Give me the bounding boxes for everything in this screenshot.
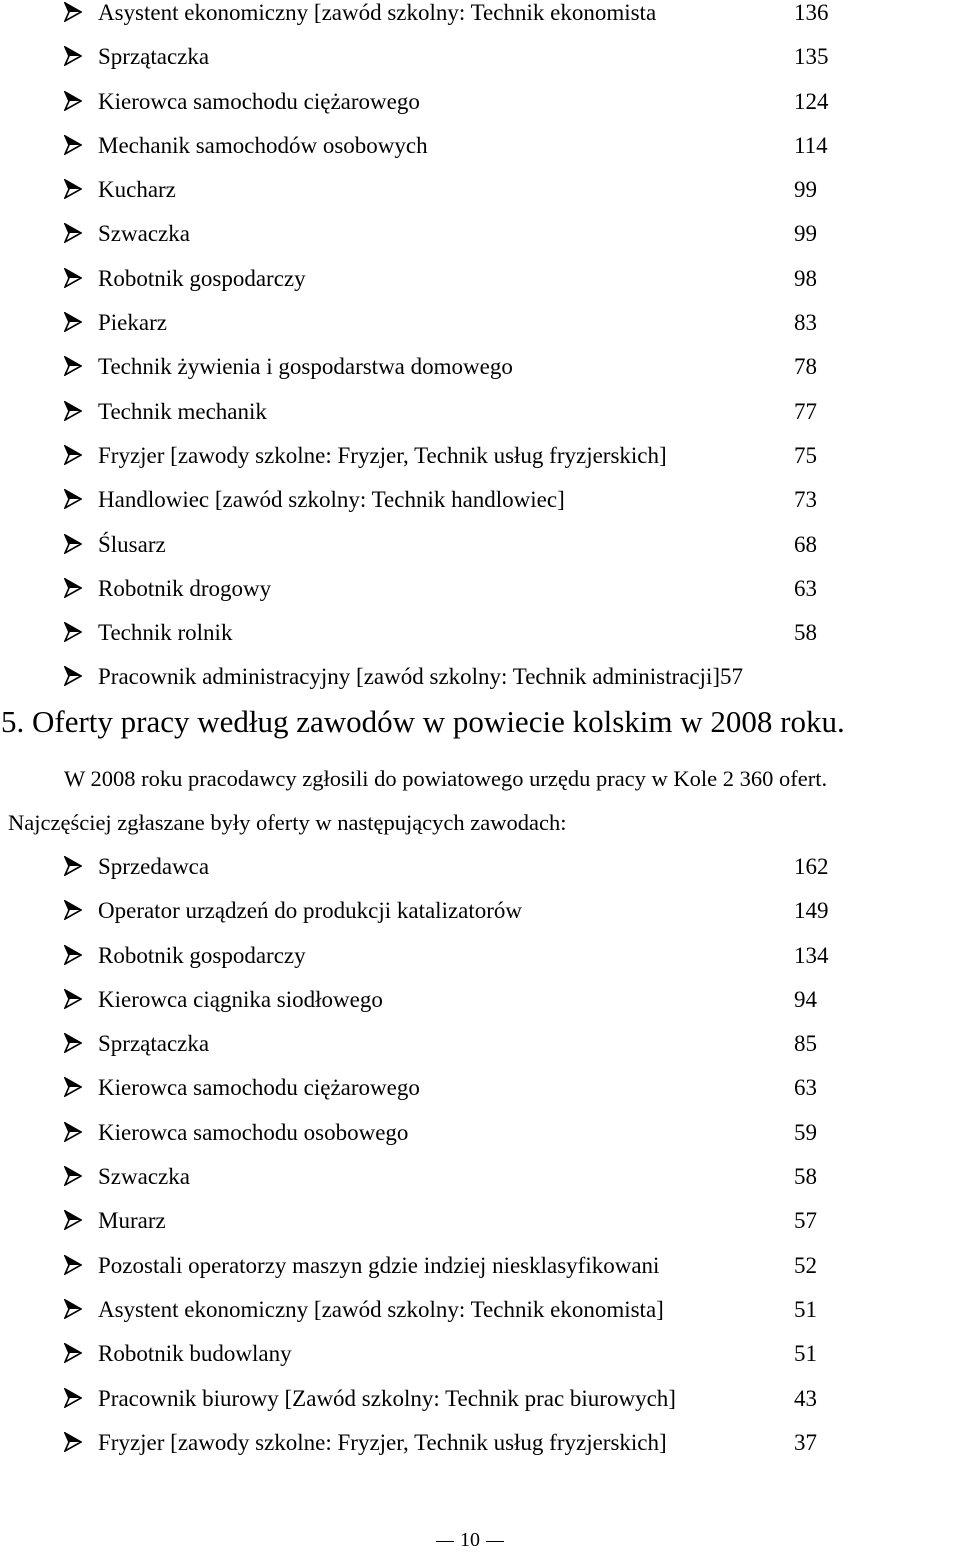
list-item [0,487,960,531]
list-item [0,1386,960,1430]
arrow-bullet-icon [64,1033,82,1053]
list-item [0,532,960,576]
list-item [0,943,960,987]
list-item-label: Ślusarz [98,531,166,557]
list-item-count: 114 [794,132,828,158]
list-item-label: Szwaczka [98,1164,190,1190]
list-item [0,1341,960,1385]
list-item [0,354,960,398]
list-item-label: Asystent ekonomiczny [zawód szkolny: Technik ekonomista [98,0,657,25]
list-item-count: 68 [794,531,817,557]
list-item [0,1208,960,1252]
arrow-bullet-icon [64,1210,82,1230]
arrow-bullet-icon [64,401,82,421]
list-item [0,620,960,664]
list-item-label: Robotnik drogowy [98,575,272,601]
list-item [0,1297,960,1341]
list-item-label: Technik żywienia i gospodarstwa domowego [98,354,513,380]
footer-dash-left [436,1541,454,1542]
arrow-bullet-icon [64,1077,82,1097]
list-item-count: 136 [794,0,829,25]
list-item-label: Sprzedawca [98,854,210,879]
list-item-count: 149 [794,898,829,924]
arrow-bullet-icon [64,622,82,642]
list-item [0,310,960,354]
list-item-count: 51 [794,1341,817,1367]
paragraph-intro: Najczęściej zgłaszane były oferty w następujących zawodach: [8,810,567,835]
arrow-bullet-icon [64,223,82,243]
list-item-label: Fryzjer [zawody szkolne: Fryzjer, Technik usług fryzjerskich] [98,442,667,468]
list-item-count: 43 [794,1385,817,1411]
list-item-label: Murarz [98,1208,166,1234]
list-item [0,221,960,265]
list-item [0,133,960,177]
list-item-count: 99 [794,221,817,247]
arrow-bullet-icon [64,900,82,920]
list-item-label: Kierowca ciągnika siodłowego [98,986,383,1012]
list-item-label: Handlowiec [zawód szkolny: Technik handlowiec] [98,487,565,513]
arrow-bullet-icon [64,945,82,965]
list-item-count: 77 [794,398,817,424]
list-item [0,399,960,443]
list-item-count: 73 [794,487,817,513]
list-item-label: Pozostali operatorzy maszyn gdzie indziej niesklasyfikowani [98,1252,660,1278]
list-item-label: Technik rolnik [98,620,233,646]
list-item-label: Robotnik gospodarczy [98,265,306,291]
list-item [0,266,960,310]
list-item [0,854,960,898]
list-item-count: 37 [794,1429,817,1455]
arrow-bullet-icon [64,989,82,1009]
list-item-count: 99 [794,177,817,203]
list-item [0,1253,960,1297]
list-item-count: 58 [794,1164,817,1190]
arrow-bullet-icon [64,91,82,111]
arrow-bullet-icon [64,312,82,332]
list-item-count: 162 [794,854,829,879]
list-item-count: 63 [794,1075,817,1101]
arrow-bullet-icon [64,1255,82,1275]
footer-dash-right [486,1541,504,1542]
list-item-count: 51 [794,1296,817,1322]
list-item-count: 134 [794,942,829,968]
page-number: 10 [460,1529,480,1551]
list-item [0,1031,960,1075]
arrow-bullet-icon [64,46,82,66]
list-item-label: Fryzjer [zawody szkolne: Fryzjer, Technik usług fryzjerskich] [98,1429,667,1455]
arrow-bullet-icon [64,445,82,465]
list-item [0,44,960,88]
list-item-label: Piekarz [98,310,167,336]
list-item-count: 98 [794,265,817,291]
list-item-count: 58 [794,620,817,646]
list-item [0,576,960,620]
arrow-bullet-icon [64,179,82,199]
arrow-bullet-icon [64,666,82,686]
list-item-count: 52 [794,1252,817,1278]
section-heading: 5. Oferty pracy według zawodów w powiecie kolskim w 2008 roku. [1,704,845,739]
paragraph-offers-total: W 2008 roku pracodawcy zgłosili do powiatowego urzędu pracy w Kole 2 360 ofert. [64,766,828,791]
list-item-count: 85 [794,1031,817,1057]
list-item-label: Szwaczka [98,221,190,247]
list-item-label: Kierowca samochodu ciężarowego [98,1075,420,1101]
list-item [0,177,960,221]
arrow-bullet-icon [64,356,82,376]
arrow-bullet-icon [64,534,82,554]
list-item-count: 94 [794,986,817,1012]
list-item-count: 124 [794,88,829,114]
arrow-bullet-icon [64,856,82,876]
list-item-label: Technik mechanik [98,398,267,424]
occupation-list-1 [0,0,960,709]
list-item [0,898,960,942]
list-item-label: Asystent ekonomiczny [zawód szkolny: Technik ekonomista] [98,1296,664,1322]
list-item [0,1430,960,1474]
arrow-bullet-icon [64,1388,82,1408]
list-item-label: Pracownik administracyjny [zawód szkolny: Technik administracji]57 [98,664,743,690]
page-footer [430,1528,510,1552]
list-item-label: Sprzątaczka [98,44,210,70]
arrow-bullet-icon [64,1299,82,1319]
list-item-label: Kierowca samochodu ciężarowego [98,88,420,114]
list-item [0,0,960,44]
arrow-bullet-icon [64,268,82,288]
list-item-count: 78 [794,354,817,380]
list-item-count: 59 [794,1119,817,1145]
list-item-label: Kierowca samochodu osobowego [98,1119,409,1145]
list-item [0,1075,960,1119]
list-item-label: Sprzątaczka [98,1031,210,1057]
list-item-label: Pracownik biurowy [Zawód szkolny: Technik prac biurowych] [98,1385,676,1411]
list-item [0,443,960,487]
list-item-count: 83 [794,310,817,336]
list-item [0,1120,960,1164]
list-item-count: 135 [794,44,829,70]
list-item [0,89,960,133]
list-item [0,987,960,1031]
list-item-label: Robotnik budowlany [98,1341,292,1367]
arrow-bullet-icon [64,135,82,155]
arrow-bullet-icon [64,1343,82,1363]
list-item-label: Robotnik gospodarczy [98,942,306,968]
list-item [0,664,960,708]
list-item-count: 57 [794,1208,817,1234]
list-item [0,1164,960,1208]
list-item-label: Kucharz [98,177,176,203]
list-item-count: 75 [794,442,817,468]
list-item-count: 63 [794,575,817,601]
arrow-bullet-icon [64,2,82,22]
list-item-label: Mechanik samochodów osobowych [98,132,428,158]
arrow-bullet-icon [64,1432,82,1452]
arrow-bullet-icon [64,1122,82,1142]
arrow-bullet-icon [64,578,82,598]
list-item-label: Operator urządzeń do produkcji katalizatorów [98,898,523,924]
occupation-list-2 [0,854,960,1474]
arrow-bullet-icon [64,1166,82,1186]
arrow-bullet-icon [64,489,82,509]
